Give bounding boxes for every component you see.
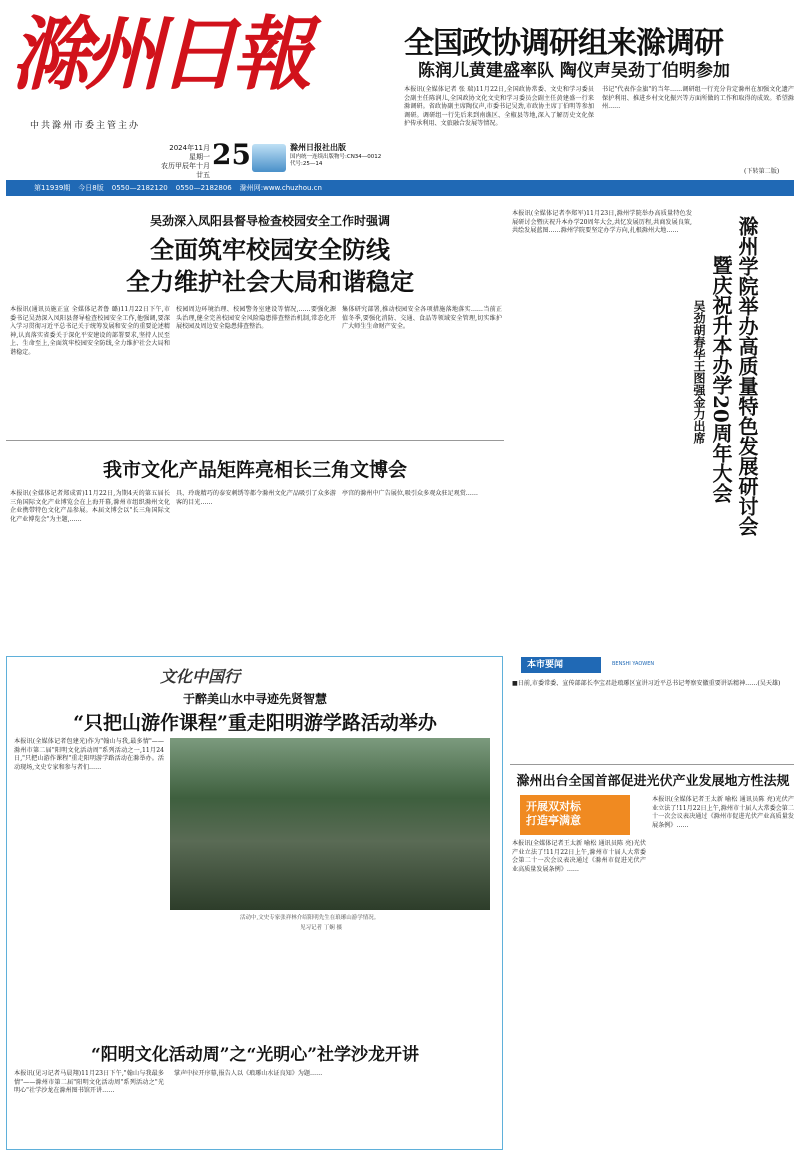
section-label: 本市要闻 [527,660,564,670]
salon-text-2: 掌声中拉开序幕,报告人以《琅琊山水证良知》为题…… [174,1070,323,1077]
city-emblem-icon [252,144,286,172]
safety-text-2: 校园周边环境治理、校园警务室建设等情况,……要强化源头治理,健全完善校园安全风险隐患排查整治机制,常态化开展校园及周边安全隐患排查整治。 [176,306,336,331]
section-citynews [521,657,601,673]
section-sub: BENSHI YAOWEN [612,661,655,667]
safety-kicker: 吴劲深入凤阳县督导检查校园安全工作时强调 [149,214,390,228]
expo-text-1: 本报讯(全媒体记者郑成雷)11月22日,为期4天的第五届长三角国际文化产业博览会在上海开幕,滁州市组织滁州文化企业携带特色文化产品参展。本届文博会以"长三角国际文化产业博览会"为主题,…… [10,490,170,523]
solar-headline[interactable]: 滁州出台全国首部促进光伏产业发展地方性法规 [516,774,790,789]
safety-text-3: 集体研究部署,推动校园安全各项措施落地落实……当前正值冬季,要强化消防、交通、食品等领域安全管理,切实维护广大师生生命财产安全。 [342,306,502,331]
website[interactable]: 滁州网:www.chuzhou.cn [239,184,322,192]
continued-note: (下转第二版) [744,168,780,175]
solar-text-2: 本报讯(全媒体记者王太新 喻松 通讯员陈 亮)光伏产业立法了!11月22日上午,滁州市十届人大常委会第二十一次会议表决通过《滁州市促进光伏产业高质量发展条例》…… [652,796,794,829]
culture-kicker: 于醉美山水中寻迹先贤智慧 [182,692,327,706]
top-story-col1: 本报讯(全媒体记者 张 瑞)11月22日,全国政协常委、文史和学习委员会副主任陈润儿,全国政协文化文史和学习委员会副主任黄建盛一行来滁调研。省政协副主席陶仪声,市委书记吴劲,市政协主席丁伯明等参加调研。调研组一行先后来到南谯区、全椒县等地,深入了解历史文化保护传承利用、文旅融合发展等情况。 [404,86,594,128]
citynews-text: ■日前,市委常委、宣传部部长李宝君赴琅琊区宣讲习近平总书记考察安徽重要讲话精神……(吴天雄) [512,680,781,687]
safety-headline-1[interactable]: 全面筑牢校园安全防线 [150,235,390,264]
solar-text-1: 本报讯(全媒体记者王太新 喻松 通讯员陈 亮)光伏产业立法了!11月22日上午,滁州市十届人大常委会第二十一次会议表决通过《滁州市促进光伏产业高质量发展条例》…… [512,840,646,873]
badge-line-1: 开展双对标 [526,800,581,813]
culture-photo[interactable] [170,738,490,910]
expo-text-2: 具、玲珑精巧的泰安刺绣等都令滁州文化产品吸引了众多游客的目光…… [176,490,336,506]
page-count: 今日8版 [78,184,104,192]
culture-banner: 文化中国行 [160,667,241,686]
safety-headline-2[interactable]: 全力维护社会大局和谐稳定 [126,267,414,296]
issue-date-box [156,138,414,179]
college-subheadline: 吴劲胡春华王图强金力出席 [692,300,706,444]
top-subheadline: 陈润儿黄建盛率队 陶仪声吴劲丁伯明参加 [418,61,730,81]
newspaper-logo: 滁州日報 [10,7,306,101]
photo-credit: 见习记者 丁娴 摄 [300,925,342,931]
publication-codes: 国内统一连续出版物号:CN34—0012 代号:25—14 [290,154,382,167]
top-headline[interactable]: 全国政协调研组来滁调研 [404,26,723,61]
issue-date: 2024年11月 星期一 农历甲辰年十月廿五 [161,144,210,179]
masthead-subtitle: 中共滁州市委主管主办 [30,121,141,131]
college-headline-1[interactable]: 滁州学院举办高质量特色发展研讨会 [735,216,759,536]
culture-text: 本报讯(全媒体记者包建光)作为"翰山与我,最多情"——滁州市第二届"阳明文化活动周"系列活动之一,11月24日,"只把山游作课程"重走阳明游学路活动在滁举办。活动现场,文史专家和参与者们…… [14,738,164,771]
publisher: 滁州日报社出版 [290,142,346,152]
top-story-col2: 书记"代表作金旗"的当年……调研组一行充分肯定滁州在加强文化遗产保护利用、推进乡村文化振兴等方面所做的工作和取得的成效。希望滁州…… [602,86,794,111]
safety-text-1: 本报讯(通讯员施正宣 全媒体记者鲁 璐)11月22日下午,市委书记吴劲深入凤阳县督导检查校园安全工作,他强调,要深入学习贯彻习近平总书记关于统筹发展和安全的重要论述精神,认真落实省委关于深化平安建设的部署要求,坚持人民至上、生命至上,全面筑牢校园安全防线,全力维护社会大局和谐稳定。 [10,306,170,356]
salon-headline[interactable]: “阳明文化活动周”之“光明心”社学沙龙开讲 [90,1045,420,1065]
issue-number: 第11939期 [34,184,71,192]
info-bar [6,180,794,196]
issue-day: 25 [212,138,251,171]
expo-headline[interactable]: 我市文化产品矩阵亮相长三角文博会 [102,459,407,481]
salon-text-1: 本报讯(见习记者马晨翔)11月23日下午,"翰山与我最多情"——滁州市第二届"阳明文化活动周"系列活动之"光明心"社学沙龙在滁州图书馆开讲…… [14,1070,164,1095]
college-text: 本报讯(全媒体记者李郑军)11月23日,滁州学院举办高质量特色发展研讨会暨庆祝升本办学20周年大会,共忆发展历程,共商发展良策,共绘发展蓝图……滁州学院要坚定办学方向,扎根滁州大地…… [512,210,692,235]
photo-caption: 活动中,文史专家张祥林介绍阳明先生在琅琊山游学情况。 [240,915,380,921]
culture-headline[interactable]: “只把山游作课程”重走阳明游学路活动举办 [73,712,437,734]
phone-2: 0550—2182806 [175,184,232,192]
phone-1: 0550—2182120 [111,184,168,192]
college-headline-2[interactable]: 暨庆祝升本办学20周年大会 [709,255,733,503]
campaign-badge [520,795,630,835]
expo-text-3: 亭宫的滁州中广告展位,吸引众多观众驻足观赏…… [342,490,478,497]
badge-line-2: 打造亭满意 [526,814,581,827]
